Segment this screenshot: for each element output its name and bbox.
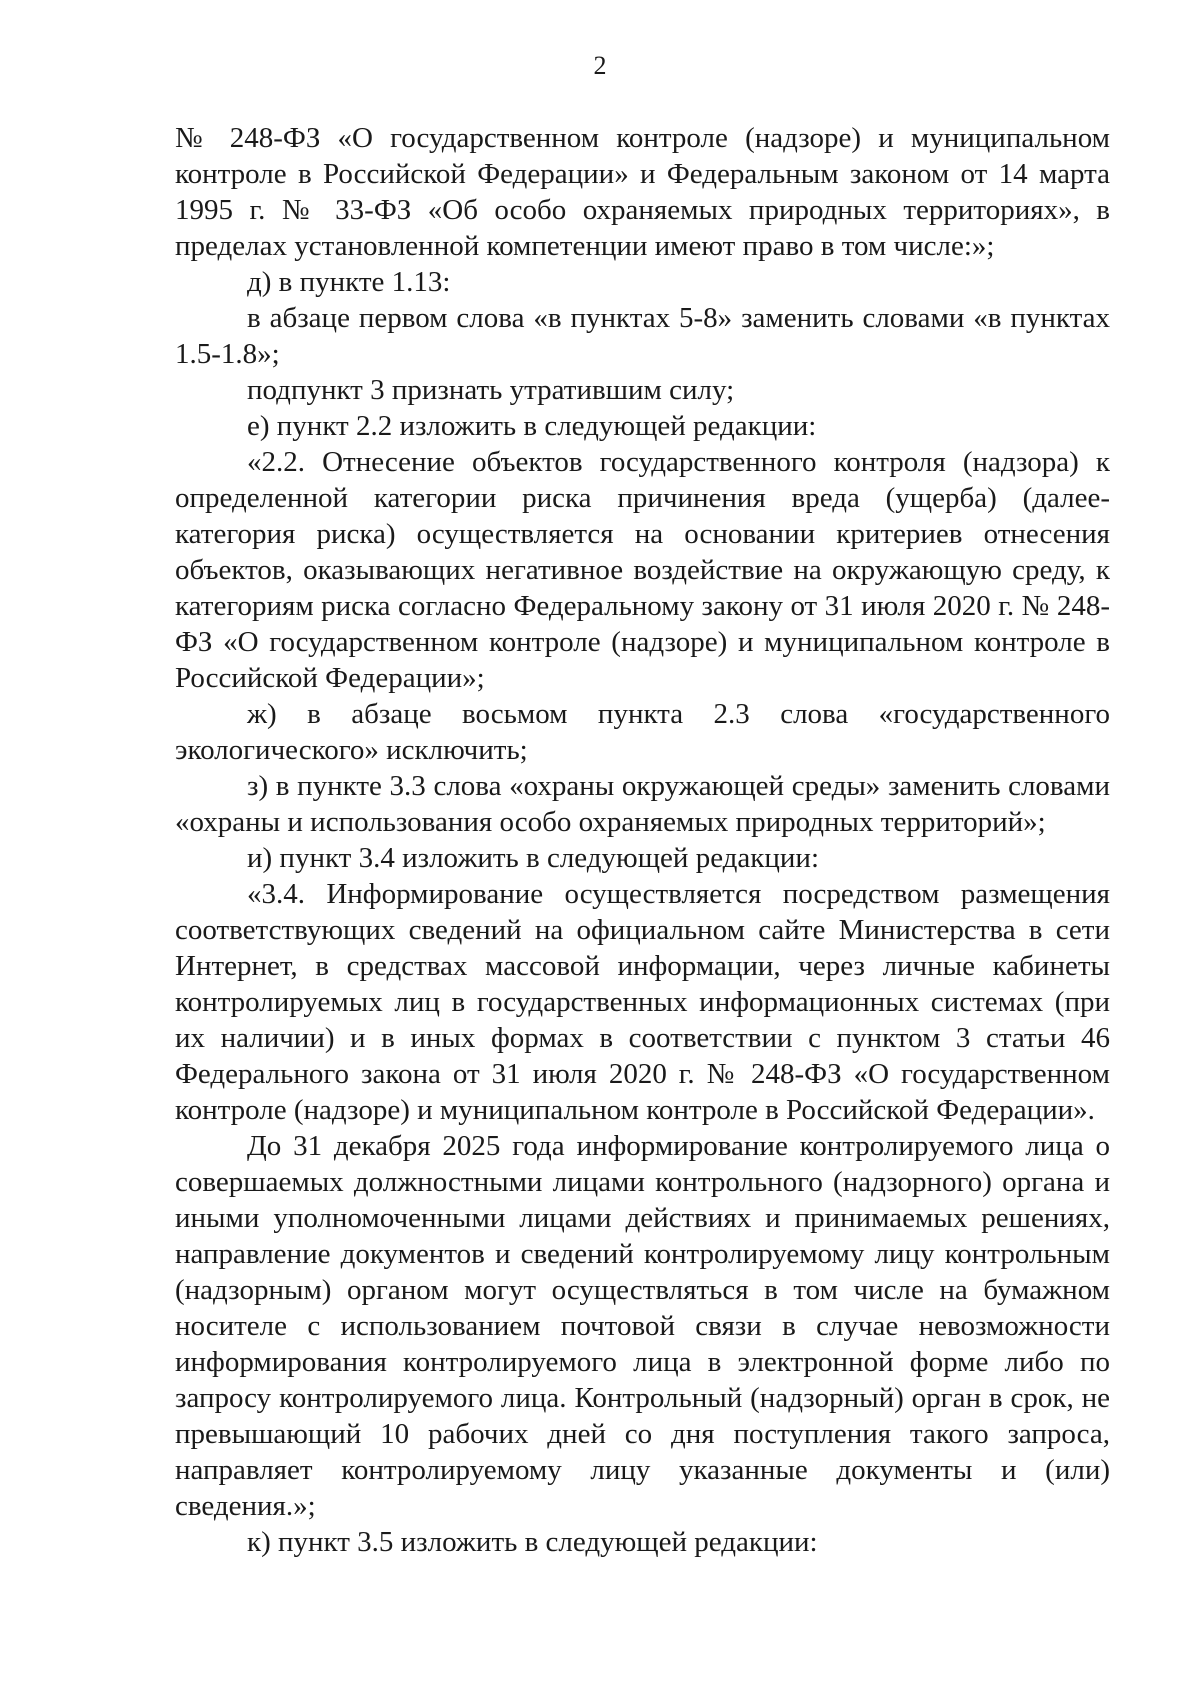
- paragraph-clause-3-4: «3.4. Информирование осуществляется посредством размещения соответствующих сведений на официальном сайте Министерства в сети Интернет, в средствах массовой информации, через личные кабинеты контролируемых лиц в государственных информационных системах (при их наличии) и в иных формах в соответствии с пунктом 3 статьи 46 Федерального закона от 31 июля 2020 г. № 248-ФЗ «О государственном контроле (надзоре) и муниципальном контроле в Российской Федерации».: [175, 878, 1110, 1126]
- paragraph-item-d-subpoint-3: подпункт 3 признать утратившим силу;: [247, 374, 735, 406]
- paragraph-clause-2-2: «2.2. Отнесение объектов государственного контроля (надзора) к определенной категории риска причинения вреда (ущерба) (далее- категория риска) осуществляется на основании критериев отнесения объектов, оказывающих негативное воздействие на окружающую среду, к категориям риска согласно Федеральному закону от 31 июля 2020 г. № 248-ФЗ «О государственном контроле (надзоре) и муниципальном контроле в Российской Федерации»;: [175, 446, 1110, 694]
- paragraph-item-d: д) в пункте 1.13:: [247, 266, 451, 298]
- paragraph-item-z: з) в пункте 3.3 слова «охраны окружающей среды» заменить словами «охраны и использования особо охраняемых природных территорий»;: [175, 770, 1110, 838]
- paragraph-until-2025: До 31 декабря 2025 года информирование контролируемого лица о совершаемых должностными лицами контрольного (надзорного) органа и иными уполномоченными лицами действиях и принимаемых решениях, направление документов и сведений контролируемому лицу контрольным (надзорным) органом могут осуществляться в том числе на бумажном носителе с использованием почтовой связи в случае невозможности информирования контролируемого лица в электронной форме либо по запросу контролируемого лица. Контрольный (надзорный) орган в срок, не превышающий 10 рабочих дней со дня поступления такого запроса, направляет контролируемому лицу указанные документы и (или) сведения.»;: [175, 1130, 1110, 1522]
- paragraph-item-d-first-abzac: в абзаце первом слова «в пунктах 5-8» заменить словами «в пунктах 1.5-1.8»;: [175, 302, 1110, 370]
- paragraph-item-k: к) пункт 3.5 изложить в следующей редакции:: [247, 1526, 818, 1558]
- paragraph-item-e: е) пункт 2.2 изложить в следующей редакции:: [247, 410, 817, 442]
- paragraph-item-i: и) пункт 3.4 изложить в следующей редакции:: [247, 842, 820, 874]
- page-number: 2: [593, 51, 607, 80]
- paragraph-item-zh: ж) в абзаце восьмом пункта 2.3 слова «государственного экологического» исключить;: [175, 698, 1110, 766]
- paragraph-continuation: № 248-ФЗ «О государственном контроле (надзоре) и муниципальном контроле в Российской Федерации» и Федеральным законом от 14 марта 1995 г. № 33-ФЗ «Об особо охраняемых природных территориях», в пределах установленной компетенции имеют право в том числе:»;: [175, 122, 1110, 262]
- document-body: [175, 120, 1110, 1560]
